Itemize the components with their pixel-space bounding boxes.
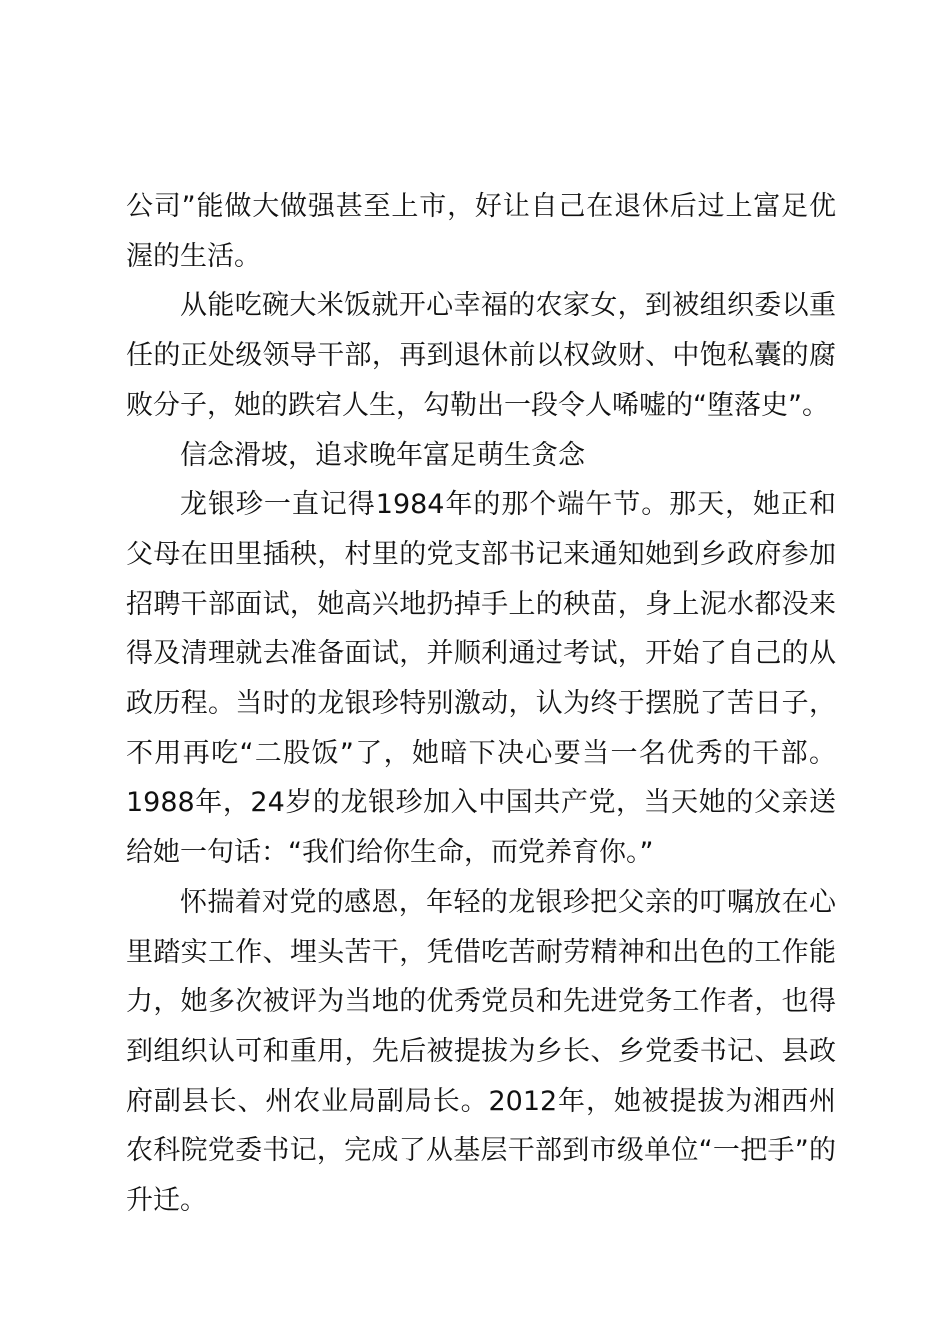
paragraph-continuation: 公司”能做大做强甚至上市，好让自己在退休后过上富足优渥的生活。 (126, 191, 836, 272)
paragraph-promotion: 怀揣着对党的感恩，年轻的龙银珍把父亲的叮嘱放在心里踏实工作、埋头苦干，凭借吃苦耐劳精神和出色的工作能力，她多次被评为当地的优秀党员和先进党务工作者，也得到组织认可和重用，先后被提拔为乡长、乡党委书记、县政府副县长、州农业局副局长。2012年，她被提拔为湘西州农科院党委书记，完成了从基层干部到市级单位“一把手”的升迁。 (126, 886, 836, 1217)
document-body (126, 182, 836, 1226)
section-heading: 信念滑坡，追求晚年富足萌生贪念 (180, 439, 585, 471)
paragraph-summary: 从能吃碗大米饭就开心幸福的农家女，到被组织委以重任的正处级领导干部，再到退休前以权敛财、中饱私囊的腐败分子，她的跌宕人生，勾勒出一段令人唏嘘的“堕落史”。 (126, 290, 836, 421)
paragraph-early-career: 龙银珍一直记得1984年的那个端午节。那天，她正和父母在田里插秧，村里的党支部书记来通知她到乡政府参加招聘干部面试，她高兴地扔掉手上的秧苗，身上泥水都没来得及清理就去准备面试，并顺利通过考试，开始了自己的从政历程。当时的龙银珍特别激动，认为终于摆脱了苦日子，不用再吃“二股饭”了，她暗下决心要当一名优秀的干部。1988年，24岁的龙银珍加入中国共产党，当天她的父亲送给她一句话：“我们给你生命，而党养育你。” (126, 489, 836, 869)
